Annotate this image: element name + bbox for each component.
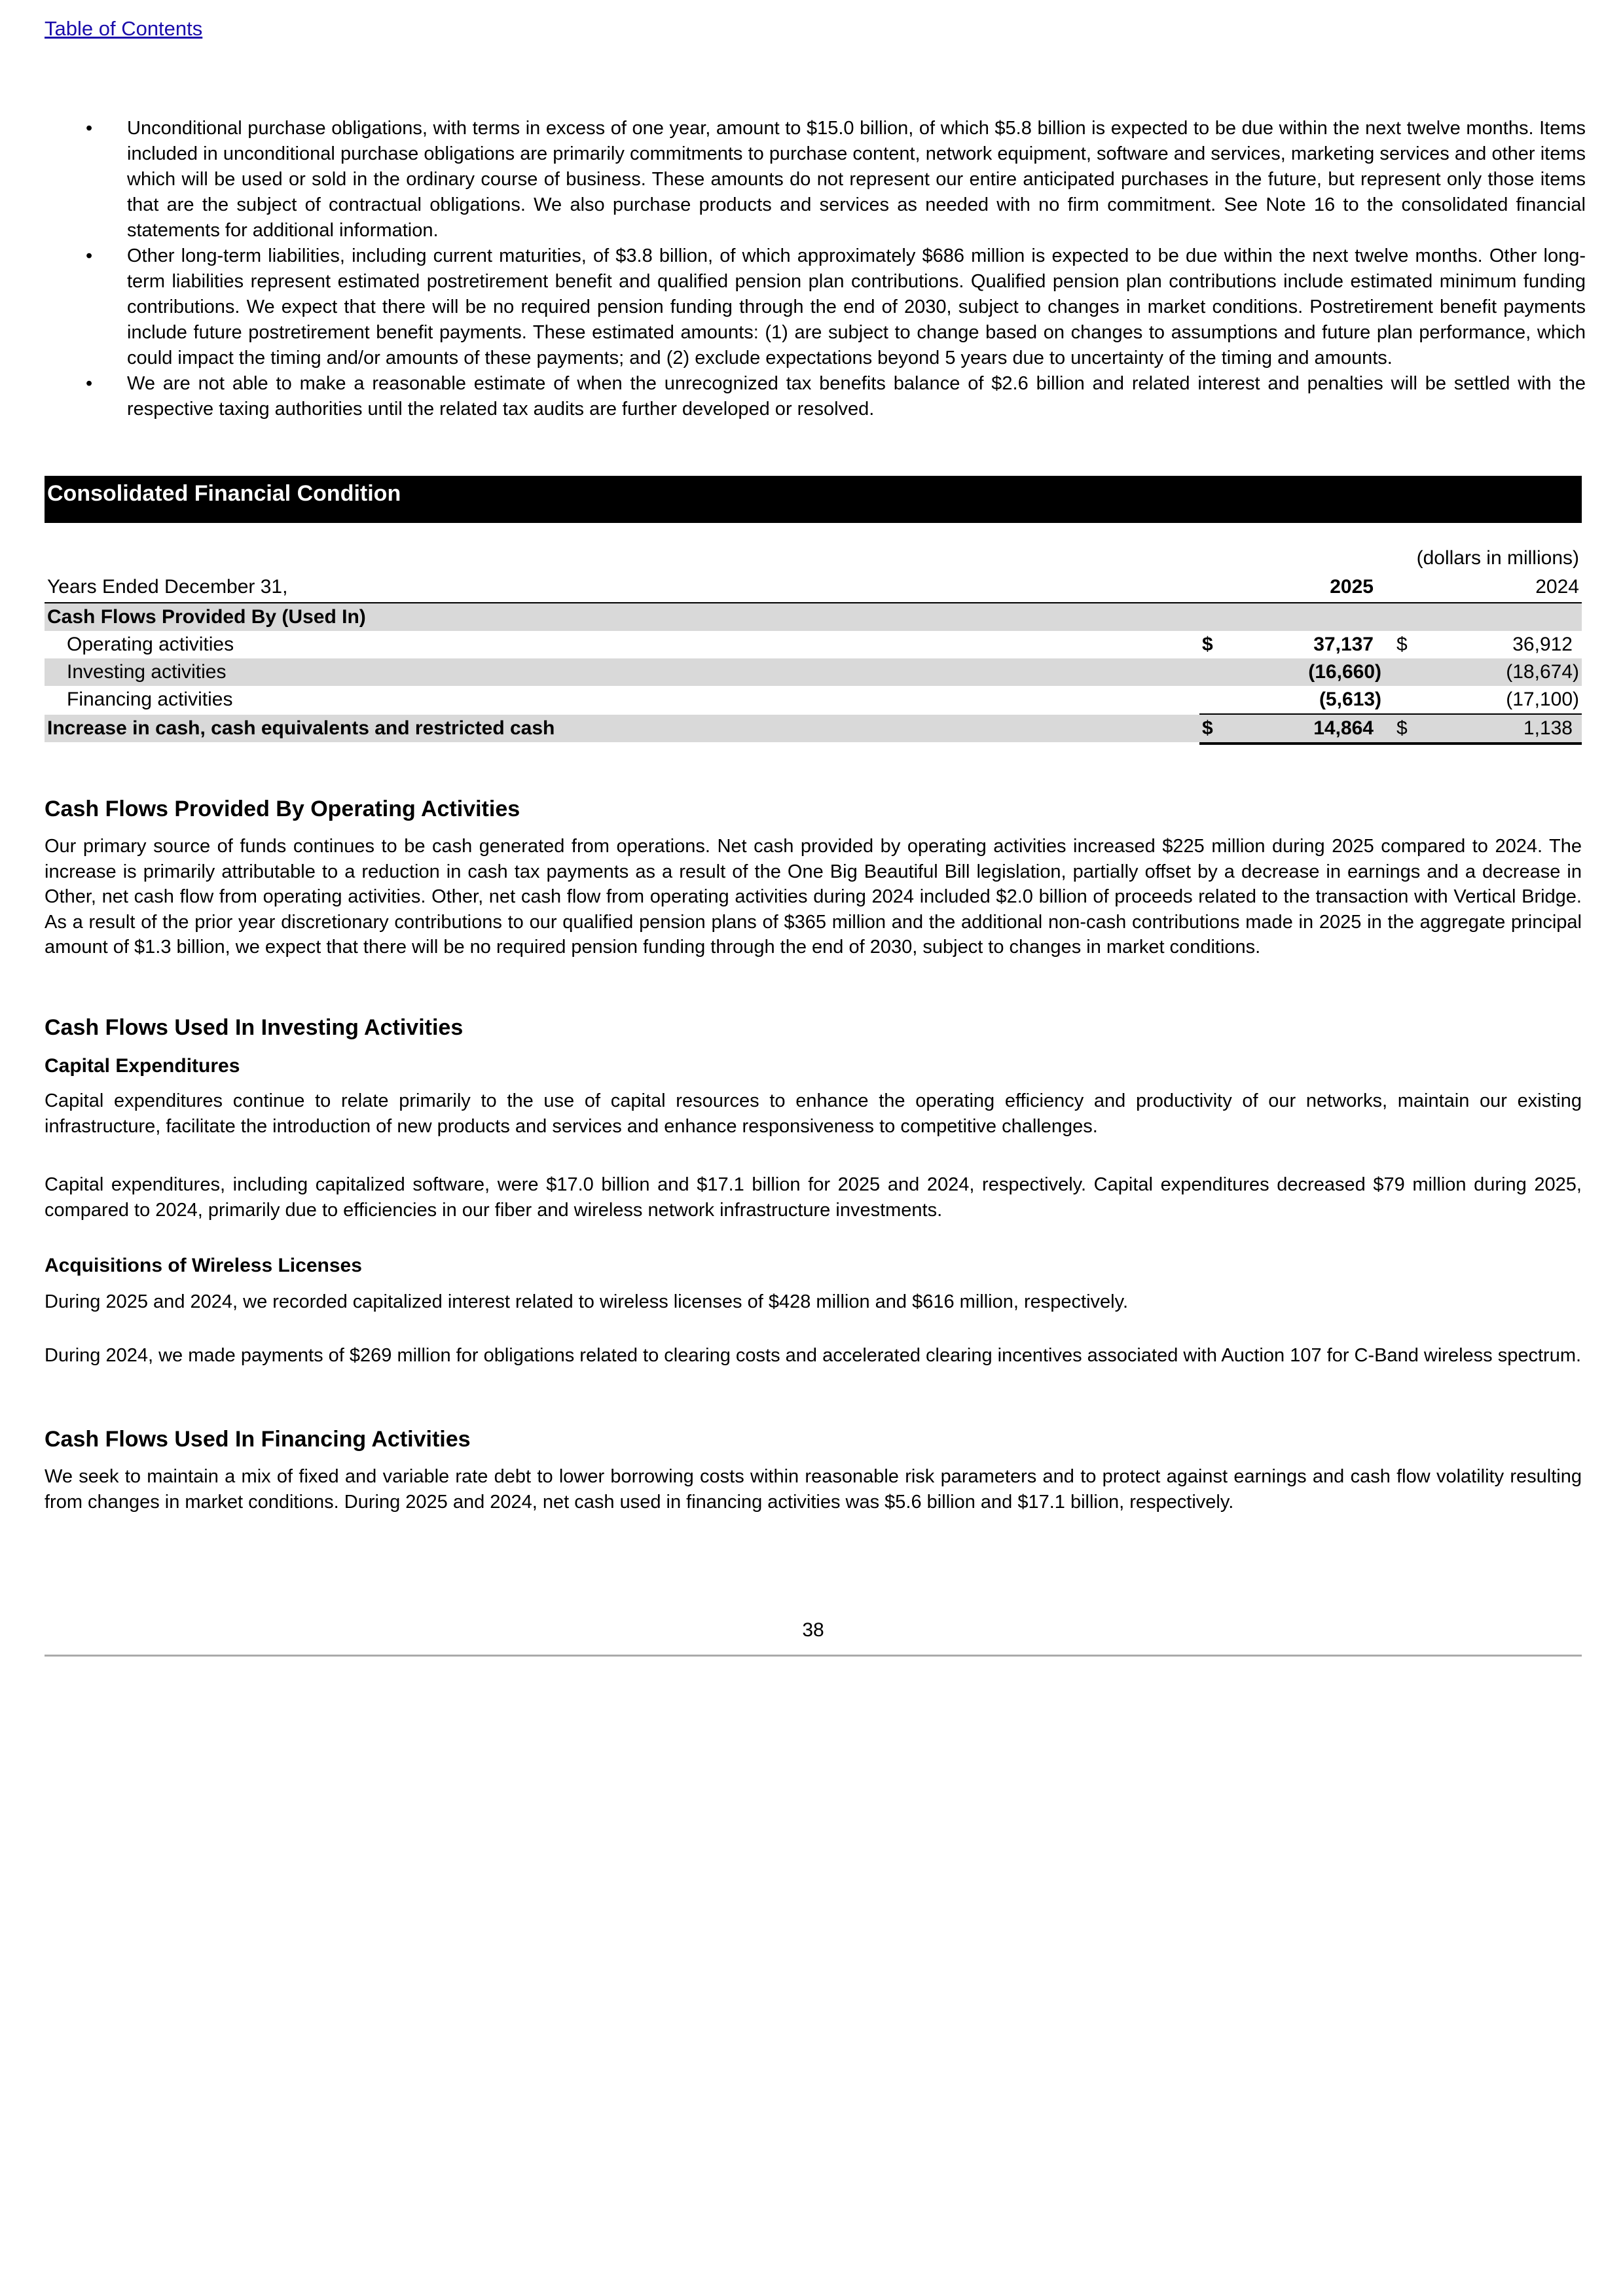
financing-heading: Cash Flows Used In Financing Activities	[45, 1427, 471, 1452]
operating-heading: Cash Flows Provided By Operating Activities	[45, 797, 520, 821]
capex-paragraph-1: Capital expenditures continue to relate primarily to the use of capital resources to enhance the operating efficiency and productivity of our networks, maintain our existing infrastructure, facilitate the introduction of new products and services and enhance responsiveness to competitive challenges.	[45, 1090, 1582, 1137]
financing-paragraph: We seek to maintain a mix of fixed and variable rate debt to lower borrowing costs within reasonable risk parameters and to protect against earnings and cash flow volatility resulting from changes in market conditions. During 2025 and 2024, net cash used in financing activities was $5.6 billion and $17.1 billion, respectively.	[45, 1466, 1582, 1513]
list-item	[45, 371, 1586, 422]
table-group-row	[45, 603, 1582, 631]
bullet-text: We are not able to make a reasonable estimate of when the unrecognized tax benefits balance of $2.6 billion and related interest and penalties will be settled with the respective taxing authorities until the related tax audits are further developed or resolved.	[127, 373, 1586, 420]
column-header-2024: 2024	[1535, 576, 1579, 598]
group-header: Cash Flows Provided By (Used In)	[47, 606, 366, 628]
footer-rule	[45, 1655, 1582, 1657]
table-row	[45, 631, 1582, 658]
units-label: (dollars in millions)	[1416, 547, 1579, 569]
bullet-text: Unconditional purchase obligations, with terms in excess of one year, amount to $15.0 billion, of which $5.8 billion is expected to be due within the next twelve months. Items included in unconditional purchase obligations are primarily commitments to purchase content, network equipment, software and services, marketing services and other items which will be used or sold in the ordinary course of business. These amounts do not represent our entire anticipated purchases in the future, but represent only those items that are the subject of contractual obligations. We also purchase products and services as needed with no firm commitment. See Note 16 to the consolidated financial statements for additional information.	[127, 118, 1586, 241]
value-2025: 37,137	[1313, 634, 1374, 655]
bullet-icon: •	[86, 373, 93, 394]
section-title: Consolidated Financial Condition	[45, 476, 1582, 523]
bullet-icon: •	[86, 245, 93, 266]
value-2024: 1,138	[1523, 717, 1573, 739]
table-of-contents-link[interactable]: Table of Contents	[45, 17, 203, 40]
obligations-bullet-list	[45, 116, 1586, 422]
table-header-row	[45, 573, 1582, 601]
row-label: Operating activities	[67, 634, 234, 655]
value-2025: (16,660)	[1308, 661, 1381, 683]
column-header-2025: 2025	[1330, 576, 1374, 598]
period-label: Years Ended December 31,	[47, 576, 288, 598]
value-2024: 36,912	[1512, 634, 1573, 655]
table-row	[45, 658, 1582, 686]
currency-symbol: $	[1202, 634, 1213, 655]
licenses-paragraph-2: During 2024, we made payments of $269 million for obligations related to clearing costs and accelerated clearing incentives associated with Auction 107 for C-Band wireless spectrum.	[45, 1345, 1582, 1366]
row-label: Increase in cash, cash equivalents and restricted cash	[47, 717, 555, 739]
currency-symbol: $	[1396, 634, 1408, 655]
list-item	[45, 116, 1586, 243]
row-label: Financing activities	[67, 689, 233, 710]
capex-heading: Capital Expenditures	[45, 1055, 240, 1077]
row-label: Investing activities	[67, 661, 227, 683]
licenses-heading: Acquisitions of Wireless Licenses	[45, 1255, 362, 1276]
capex-paragraph-2: Capital expenditures, including capitalized software, were $17.0 billion and $17.1 billion for 2025 and 2024, respectively. Capital expenditures decreased $79 million during 2025, compared to 2024, primarily due to efficiencies in our fiber and wireless network infrastructure investments.	[45, 1174, 1582, 1221]
bullet-icon: •	[86, 118, 93, 139]
value-2024: (17,100)	[1506, 689, 1579, 710]
list-item	[45, 243, 1586, 371]
total-double-rule	[1199, 742, 1582, 745]
currency-symbol: $	[1396, 717, 1408, 739]
table-total-row	[45, 715, 1582, 742]
page-number: 38	[802, 1619, 824, 1641]
value-2025: 14,864	[1313, 717, 1374, 739]
investing-heading: Cash Flows Used In Investing Activities	[45, 1015, 464, 1040]
table-row	[45, 686, 1582, 713]
operating-paragraph: Our primary source of funds continues to be cash generated from operations. Net cash provided by operating activities increased $225 million during 2025 compared to 2024. The increase is primarily attributable to a reduction in cash tax payments as a result of the One Big Beautiful Bill legislation, partially offset by a decrease in earnings and a decrease in Other, net cash flow from operating activities. Other, net cash flow from operating activities during 2024 included $2.0 billion of proceeds related to the transaction with Vertical Bridge. As a result of the prior year discretionary contributions to our qualified pension plans of $365 million and the additional non-cash contributions made in 2025 in the aggregate principal amount of $1.3 billion, we expect that there will be no required pension funding through the end of 2030, subject to changes in market conditions.	[45, 836, 1582, 958]
value-2025: (5,613)	[1319, 689, 1381, 710]
bullet-text: Other long-term liabilities, including current maturities, of $3.8 billion, of which approximately $686 million is expected to be due within the next twelve months. Other long-term liabilities represent estimated postretirement benefit and qualified pension plan contributions. Qualified pension plan contributions include estimated minimum funding contributions. We expect that there will be no required pension funding through the end of 2030, subject to changes in market conditions. Postretirement benefit payments include future postretirement benefit payments. These estimated amounts: (1) are subject to change based on changes to assumptions and future plan performance, which could impact the timing and/or amounts of these payments; and (2) exclude expectations beyond 5 years due to uncertainty of the timing and amounts.	[127, 245, 1586, 368]
value-2024: (18,674)	[1506, 661, 1579, 683]
currency-symbol: $	[1202, 717, 1213, 739]
licenses-paragraph-1: During 2025 and 2024, we recorded capitalized interest related to wireless licenses of $428 million and $616 million, respectively.	[45, 1291, 1128, 1312]
